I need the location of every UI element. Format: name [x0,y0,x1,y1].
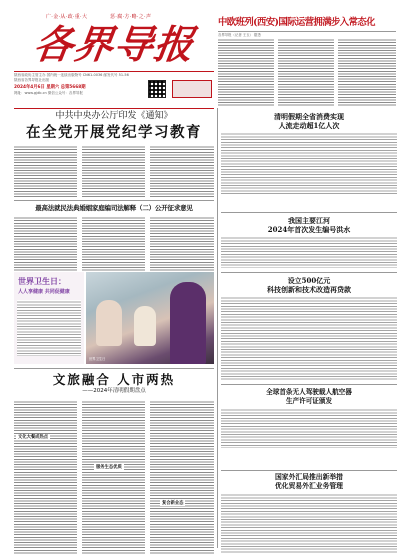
feature-col1 [14,400,77,554]
middle-col1 [14,216,77,272]
right-story-3-body [221,296,397,380]
right-story-5-body [221,493,397,553]
lead-kicker: 中共中央办公厅印发《通知》 [55,111,173,121]
right-story-4-sub: 生产许可证颁发 [285,397,333,405]
right-rule-3 [221,272,397,273]
qr-code [148,80,166,98]
health-day-panel [14,272,84,364]
masthead-web: 网址：www.gjdb.cn 微信公众号：各界导报 [14,91,83,95]
top-story-col1 [218,38,274,106]
right-story-1 [221,112,397,198]
feature-headline: 文旅融合 人市两热 [52,372,176,387]
middle-col3 [150,216,214,272]
lead-rule-top [14,108,214,109]
lead-col2 [82,145,145,197]
top-story [218,16,396,108]
right-story-1-sub: 人流走动超1亿人次 [278,121,340,130]
right-story-1-headline: 清明假期全省消费实现 [274,112,344,121]
photo-figure-right [170,282,206,364]
right-story-2-sub: 2024年首次发生编号洪水 [267,225,351,234]
lead-story [14,110,214,198]
middle-col2 [82,216,145,272]
health-day-title: 世界卫生日： [18,276,66,286]
right-story-4-body [221,408,397,448]
masthead-publisher: 陕西省各界导报社出版 [14,78,49,82]
feature-col3 [150,400,214,554]
photo-figure-mid [134,306,156,346]
right-story-3-headline: 设立500亿元 [287,276,331,285]
right-story-2-headline: 我国主要江河 [288,216,330,225]
top-story-col3 [338,38,396,106]
masthead-slogan-left: 广·金·从·政·重·大 [46,14,88,20]
middle-rule [14,200,214,201]
feature-subhead-3: 复合新业态 [162,501,184,506]
lead-col3 [150,145,214,197]
photo-figure-left [96,300,122,346]
right-story-1-body [221,132,397,196]
newspaper-title: 各界导报 [30,22,198,68]
right-story-5 [221,473,397,553]
masthead-rule [14,71,214,72]
issue-date: 2024年4月6日 星期六 总第5668期 [14,85,86,90]
top-story-rule [218,31,396,32]
right-story-5-sub: 优化贸易外汇业务管理 [275,482,343,490]
top-story-col2 [278,38,334,106]
middle-story [14,203,214,269]
right-story-5-headline: 国家外汇局推出新举措 [275,473,343,481]
right-rule-4 [221,384,397,385]
middle-headline: 最高法就民法典婚姻家庭编司法解释（二）公开征求意见 [35,204,193,212]
masthead-slogan-right: 惩·腐·方·略·之·声 [110,14,152,20]
health-day-slogan: 人人享健康 共同促健康 [18,289,70,295]
masthead-info-line: 陕西省政协主管主办 国内统一连续出版物号 CN61-0036 邮发代号 51-56 [14,73,129,77]
feature-subhead-1: 文化大餐成热点 [18,435,49,440]
health-day-text [17,300,81,356]
masthead-emblem [172,80,212,98]
top-story-byline: 各界导报（记者 王玉） 据悉 [218,33,261,37]
photo-caption: 世界卫生日 [89,357,106,361]
right-story-4-headline: 全球首条无人驾驶载人航空器 [266,388,352,396]
right-story-4 [221,388,397,448]
right-divider [217,108,218,548]
right-story-3 [221,276,397,340]
right-rule-5 [221,470,397,471]
top-story-headline: 中欧班列(西安)国际运营拥满步入常态化 [218,17,375,28]
feature-rule [14,368,214,369]
lead-headline: 在全党开展党纪学习教育 [26,124,202,141]
feature-subhead-2: 服务生态优质 [96,465,122,470]
feature-col2 [82,400,145,554]
feature-subheadline: ——2024年清明假期盘点 [82,388,146,394]
masthead [0,0,216,104]
health-day-photo [86,272,214,364]
right-story-3-sub: 科技创新和技术改造再贷款 [267,285,351,294]
right-rule-2 [221,212,397,213]
right-story-2-body [221,236,397,268]
feature-story [14,372,214,554]
lead-col1 [14,145,77,197]
